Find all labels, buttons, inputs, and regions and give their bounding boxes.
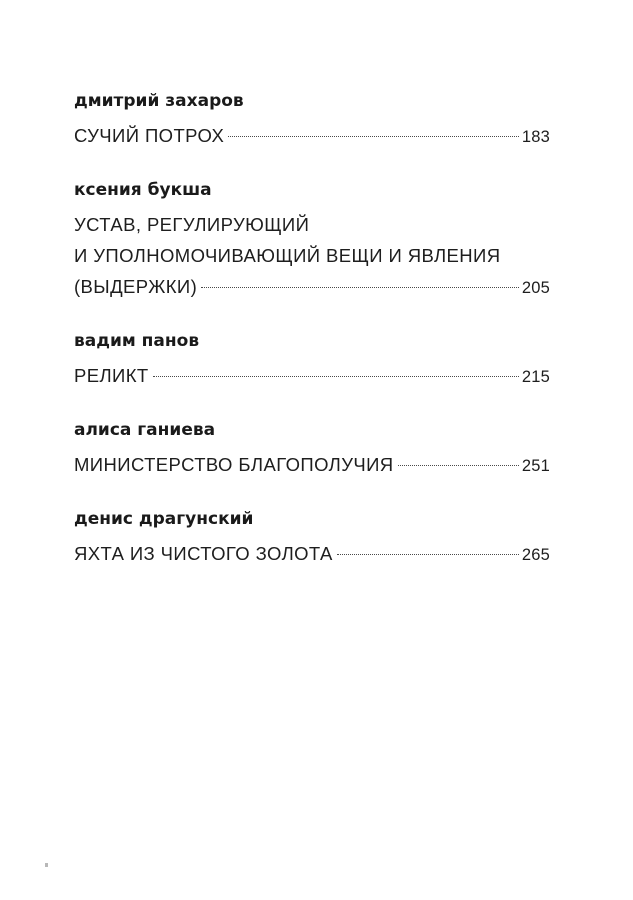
- page-number: 251: [521, 457, 550, 475]
- toc-entry-dragunsky: [74, 508, 550, 571]
- dot-leader: [153, 376, 519, 377]
- toc-entry-ganieva: [74, 419, 550, 482]
- toc-title-line: [74, 449, 550, 482]
- dot-leader: [228, 136, 519, 137]
- story-title: СУЧИЙ ПОТРОХ: [74, 125, 225, 146]
- page-number: 265: [521, 546, 550, 564]
- author-name: вадим панов: [74, 331, 200, 351]
- table-of-contents: [74, 80, 550, 597]
- toc-entry-zakharov: [74, 90, 550, 153]
- toc-title-line: [74, 360, 550, 393]
- story-title-line-2: И УПОЛНОМОЧИВАЮЩИЙ ВЕЩИ И ЯВЛЕНИЯ: [74, 245, 501, 266]
- story-title: ЯХТА ИЗ ЧИСТОГО ЗОЛОТА: [74, 543, 333, 564]
- paper-speck: [45, 863, 48, 867]
- toc-title-line: [74, 271, 550, 304]
- dot-leader: [398, 465, 519, 466]
- toc-title-line: [74, 538, 550, 571]
- story-title-line-1: УСТАВ, РЕГУЛИРУЮЩИЙ: [74, 214, 310, 235]
- page-number: 215: [521, 368, 550, 386]
- story-title: МИНИСТЕРСТВО БЛАГОПОЛУЧИЯ: [74, 454, 394, 475]
- page-number: 183: [521, 128, 550, 146]
- author-name: ксения букша: [74, 180, 212, 200]
- story-title: (ВЫДЕРЖКИ): [74, 276, 198, 297]
- dot-leader: [337, 554, 519, 555]
- author-name: денис драгунский: [74, 509, 254, 529]
- toc-entry-buksha: [74, 179, 550, 304]
- dot-leader: [201, 287, 519, 288]
- story-title: РЕЛИКТ: [74, 365, 149, 386]
- author-name: алиса ганиева: [74, 420, 216, 440]
- page-number: 205: [521, 279, 550, 297]
- toc-entry-panov: [74, 330, 550, 393]
- author-name: дмитрий захаров: [74, 91, 244, 111]
- toc-title-line: [74, 120, 550, 153]
